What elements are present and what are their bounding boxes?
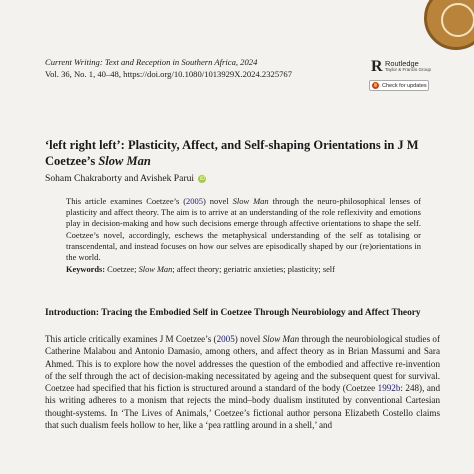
article-title-main: ‘left right left’: Plasticity, Affect, and Self-shaping Orientations in J M Coetzee’s <box>45 138 419 168</box>
publisher-group: Taylor & Francis Group <box>385 67 432 72</box>
crossmark-icon <box>372 82 379 89</box>
university-seal-logo <box>424 0 474 50</box>
body-paragraph <box>45 333 440 431</box>
keywords <box>66 264 421 275</box>
article-title-italic: Slow Man <box>98 154 151 168</box>
check-for-updates-button[interactable] <box>369 80 429 91</box>
journal-citation-line1: Current Writing: Text and Reception in Southern Africa, 2024 <box>45 57 258 67</box>
section-heading: Introduction: Tracing the Embodied Self in Coetzee Through Neurobiology and Affect Theory <box>45 308 421 318</box>
orcid-icon[interactable]: iD <box>200 175 205 182</box>
keyword-text-2: ; affect theory; geriatric anxieties; plasticity; self <box>172 265 335 274</box>
body-citation-link-1[interactable]: 2005 <box>216 334 235 344</box>
check-for-updates-label: Check for updates <box>382 82 427 89</box>
abstract-text-3: through the neuro-philosophical lenses of plasticity and affect theory. The aim is to arrive at an understanding of the role reflexivity and emotions play in decision-making and how such decisions emerge through affective orientations to shape the self. Coetzee’s novel, accordingly, eschews the metaphysical understanding of the self as totalising or transcendental, and instead focuses on how our selves are episodically shaped by our (re)orientations in the world. <box>66 196 421 263</box>
publisher-name: Routledge <box>385 59 419 68</box>
abstract-citation-link[interactable]: 2005 <box>186 196 204 206</box>
journal-citation-line2: Vol. 36, No. 1, 40–48, https://doi.org/10.1080/1013929X.2024.2325767 <box>45 69 293 79</box>
body-text-2: ) novel <box>234 334 263 344</box>
abstract-text-1: This article examines Coetzee’s ( <box>66 196 187 206</box>
body-text-1: This article critically examines J M Coetzee’s ( <box>45 334 217 344</box>
abstract-novel-title: Slow Man <box>232 196 269 206</box>
author-line <box>45 173 206 184</box>
keyword-novel-title: Slow Man <box>138 265 173 274</box>
abstract <box>66 196 421 263</box>
body-text-3: through the neurobiological studies of Catherine Malabou and Antonio Damasio, among others, and affect theory as in Brian Massumi and Sara Ahmed. This is to explore how the novel addresses the question of the embodied and affective re-invention of the self through the act of decision-making necessitated by ageing and the subsequent quest for survival. Coetzee had specified that his fiction is structured around a standard of the body (Coetzee <box>45 334 440 394</box>
article-title <box>45 137 440 169</box>
journal-citation <box>45 56 345 80</box>
keyword-text-1: Coetzee; <box>105 265 139 274</box>
keywords-label: Keywords: <box>66 265 106 274</box>
routledge-icon: R <box>371 58 383 75</box>
body-text-4: : 248), and his writing adheres to a monism that rejects the mind–body dualism instituted by conventional Cartesian thought-systems. In ‘The Lives of Animals,’ Coetzee’s fictional author persona Elizabeth Costello claims that such dualism feels hollow to her, like a ‘pea rattling around in a shell,’ and <box>45 383 441 431</box>
body-citation-link-2[interactable]: 1992b <box>377 383 401 394</box>
body-novel-title: Slow Man <box>262 334 300 344</box>
author-names: Soham Chakraborty and Avishek Parui <box>45 173 195 184</box>
abstract-text-2: ) novel <box>203 196 233 206</box>
